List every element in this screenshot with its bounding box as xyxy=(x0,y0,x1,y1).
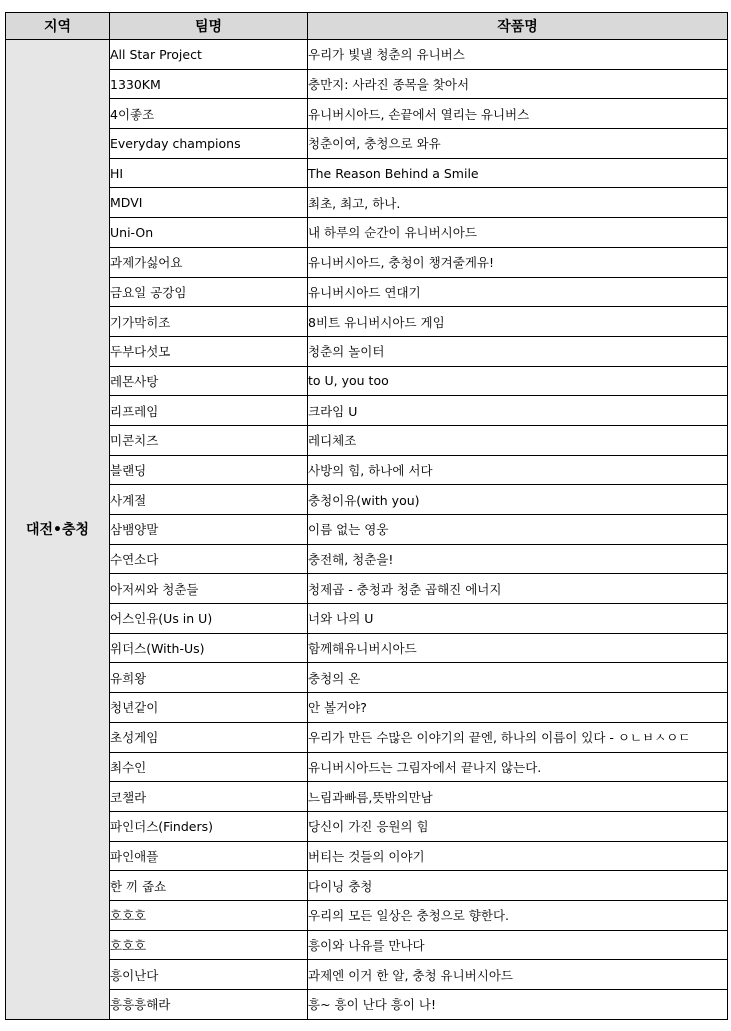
work-title-cell: 충청이유(with you) xyxy=(308,485,728,515)
team-name-cell: 호호호 xyxy=(110,930,308,960)
table-row xyxy=(6,366,728,396)
work-title-cell: 청춘의 놀이터 xyxy=(308,336,728,366)
team-name-cell: 블랜딩 xyxy=(110,455,308,485)
work-title-cell: 유니버시아드는 그림자에서 끝나지 않는다. xyxy=(308,752,728,782)
work-title-cell: 안 볼거야? xyxy=(308,693,728,723)
table-row xyxy=(6,930,728,960)
work-title-cell: 청제곱 - 충청과 청춘 곱해진 에너지 xyxy=(308,574,728,604)
work-title-cell: 유니버시아드, 손끝에서 열리는 유니버스 xyxy=(308,99,728,129)
team-name-cell: HI xyxy=(110,158,308,188)
work-title-cell: The Reason Behind a Smile xyxy=(308,158,728,188)
team-name-cell: 유희왕 xyxy=(110,663,308,693)
table-row xyxy=(6,722,728,752)
table-row xyxy=(6,841,728,871)
team-name-cell: 흥흥흥해라 xyxy=(110,990,308,1020)
table-row xyxy=(6,900,728,930)
table-row xyxy=(6,40,728,70)
team-name-cell: 금요일 공강임 xyxy=(110,277,308,307)
team-name-cell: 레몬사탕 xyxy=(110,366,308,396)
team-name-cell: 수연소다 xyxy=(110,544,308,574)
work-title-cell: 흥~ 흥이 난다 흥이 나! xyxy=(308,990,728,1020)
work-title-cell: 레디체조 xyxy=(308,425,728,455)
team-name-cell: Uni-On xyxy=(110,218,308,248)
table-row xyxy=(6,425,728,455)
table-row xyxy=(6,693,728,723)
table-row xyxy=(6,336,728,366)
team-name-cell: 청년같이 xyxy=(110,693,308,723)
work-title-cell: 이름 없는 영웅 xyxy=(308,515,728,545)
table-row xyxy=(6,218,728,248)
table-row xyxy=(6,515,728,545)
work-title-cell: 유니버시아드 연대기 xyxy=(308,277,728,307)
work-title-cell: to U, you too xyxy=(308,366,728,396)
team-name-cell: 삼뱀양말 xyxy=(110,515,308,545)
work-title-cell: 느림과빠름,뜻밖의만남 xyxy=(308,782,728,812)
table-row xyxy=(6,811,728,841)
team-name-cell: 두부다섯모 xyxy=(110,336,308,366)
work-title-cell: 함께해유니버시아드 xyxy=(308,633,728,663)
team-name-cell: 위더스(With-Us) xyxy=(110,633,308,663)
table-row xyxy=(6,604,728,634)
team-name-cell: 미콘치즈 xyxy=(110,425,308,455)
work-title-cell: 유니버시아드, 충청이 챙겨줄게유! xyxy=(308,247,728,277)
header-row xyxy=(6,13,728,40)
table-row xyxy=(6,544,728,574)
work-title-cell: 우리가 빛낼 청춘의 유니버스 xyxy=(308,40,728,70)
work-title-cell: 충전해, 청춘을! xyxy=(308,544,728,574)
team-name-cell: MDVI xyxy=(110,188,308,218)
team-name-cell: 1330KM xyxy=(110,69,308,99)
header-team: 팀명 xyxy=(110,13,308,40)
table-row xyxy=(6,752,728,782)
work-title-cell: 과제엔 이거 한 알, 충청 유니버시아드 xyxy=(308,960,728,990)
table-row xyxy=(6,129,728,159)
table-row xyxy=(6,485,728,515)
team-name-cell: 어스인유(Us in U) xyxy=(110,604,308,634)
table-row xyxy=(6,69,728,99)
table-row xyxy=(6,277,728,307)
work-title-cell: 우리가 만든 수많은 이야기의 끝엔, 하나의 이름이 있다 - ㅇㄴㅂㅅㅇㄷ xyxy=(308,722,728,752)
team-name-cell: 흥이난다 xyxy=(110,960,308,990)
table-row xyxy=(6,455,728,485)
work-title-cell: 8비트 유니버시아드 게임 xyxy=(308,307,728,337)
table-body xyxy=(6,40,728,1020)
table-row xyxy=(6,158,728,188)
team-name-cell: 아저씨와 청춘들 xyxy=(110,574,308,604)
header-region: 지역 xyxy=(6,13,110,40)
team-name-cell: 파인애플 xyxy=(110,841,308,871)
team-name-cell: 초성게임 xyxy=(110,722,308,752)
table-row xyxy=(6,396,728,426)
team-name-cell: 4이좋조 xyxy=(110,99,308,129)
team-name-cell: 파인더스(Finders) xyxy=(110,811,308,841)
table-row xyxy=(6,782,728,812)
table-row xyxy=(6,188,728,218)
team-name-cell: 사계절 xyxy=(110,485,308,515)
work-title-cell: 흥이와 나유를 만나다 xyxy=(308,930,728,960)
work-title-cell: 다이닝 충청 xyxy=(308,871,728,901)
team-name-cell: 한 끼 줍쇼 xyxy=(110,871,308,901)
table-row xyxy=(6,574,728,604)
work-title-cell: 너와 나의 U xyxy=(308,604,728,634)
work-title-cell: 충만지: 사라진 종목을 찾아서 xyxy=(308,69,728,99)
team-name-cell: 과제가싫어요 xyxy=(110,247,308,277)
work-title-cell: 청춘이여, 충청으로 와유 xyxy=(308,129,728,159)
table-row xyxy=(6,99,728,129)
table-row xyxy=(6,990,728,1020)
region-cell: 대전•충청 xyxy=(6,40,110,1020)
entries-table xyxy=(5,12,728,1020)
work-title-cell: 버티는 것들의 이야기 xyxy=(308,841,728,871)
work-title-cell: 최초, 최고, 하나. xyxy=(308,188,728,218)
table-row xyxy=(6,633,728,663)
work-title-cell: 크라임 U xyxy=(308,396,728,426)
team-name-cell: 호호호 xyxy=(110,900,308,930)
work-title-cell: 우리의 모든 일상은 충청으로 향한다. xyxy=(308,900,728,930)
team-name-cell: 코챌라 xyxy=(110,782,308,812)
table-row xyxy=(6,960,728,990)
team-name-cell: 최수인 xyxy=(110,752,308,782)
team-name-cell: 리프레임 xyxy=(110,396,308,426)
work-title-cell: 내 하루의 순간이 유니버시아드 xyxy=(308,218,728,248)
work-title-cell: 충청의 온 xyxy=(308,663,728,693)
team-name-cell: Everyday champions xyxy=(110,129,308,159)
team-name-cell: All Star Project xyxy=(110,40,308,70)
table-row xyxy=(6,871,728,901)
work-title-cell: 당신이 가진 응원의 힘 xyxy=(308,811,728,841)
header-title: 작품명 xyxy=(308,13,728,40)
work-title-cell: 사방의 힘, 하나에 서다 xyxy=(308,455,728,485)
table-row xyxy=(6,307,728,337)
team-name-cell: 기가막히조 xyxy=(110,307,308,337)
table-row xyxy=(6,247,728,277)
table-row xyxy=(6,663,728,693)
